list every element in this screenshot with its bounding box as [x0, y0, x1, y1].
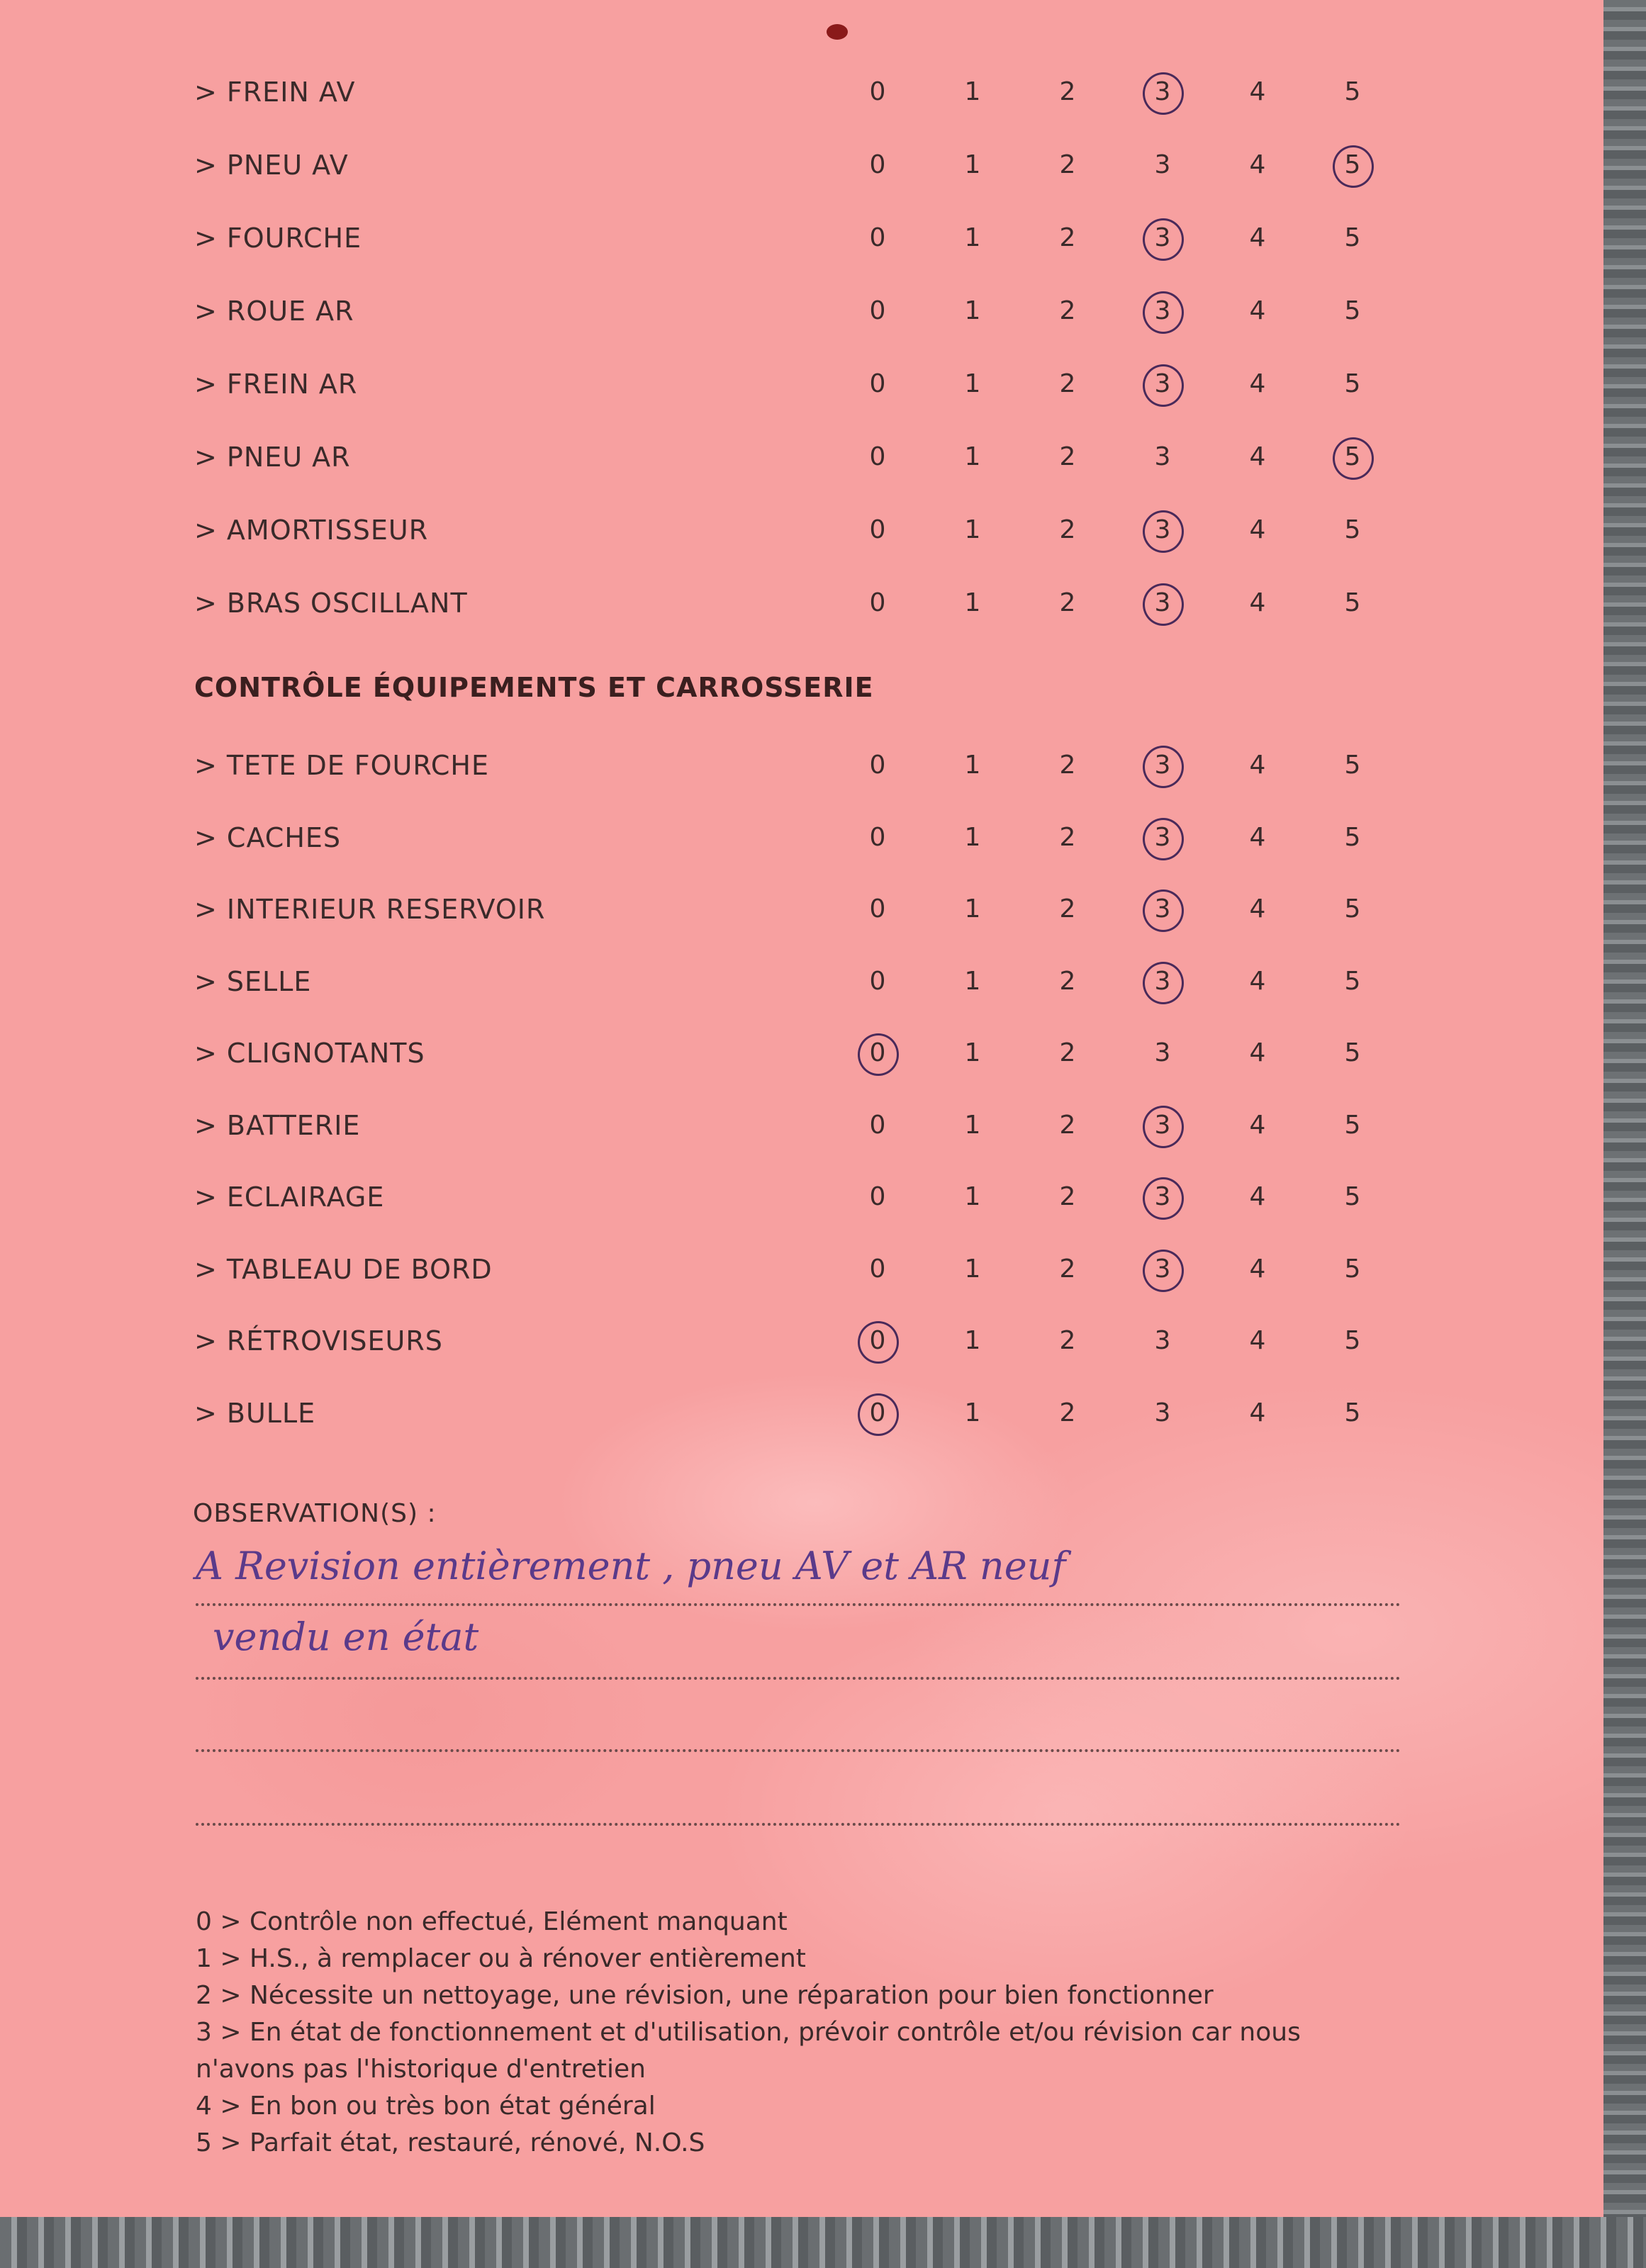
- legend-line: 1 > H.S., à remplacer ou à rénover entièrement: [196, 1944, 806, 1973]
- legend-line: 4 > En bon ou très bon état général: [196, 2092, 656, 2121]
- rating-option-1[interactable]: 1: [964, 1038, 981, 1067]
- rating-option-4[interactable]: 4: [1249, 296, 1266, 325]
- rating-option-0[interactable]: 0: [869, 77, 886, 106]
- rating-option-5[interactable]: 5: [1344, 1110, 1361, 1140]
- rating-option-0[interactable]: 0: [869, 966, 886, 996]
- checklist-row: [0, 1176, 1603, 1218]
- rating-option-3[interactable]: 3: [1141, 290, 1184, 332]
- rating-option-3[interactable]: 3: [1141, 1248, 1184, 1291]
- rating-option-1[interactable]: 1: [964, 822, 981, 852]
- item-label: > PNEU AV: [194, 150, 349, 181]
- checklist-row: [0, 1104, 1603, 1147]
- rating-option-4[interactable]: 4: [1249, 588, 1266, 617]
- rating-option-5[interactable]: 5: [1344, 588, 1361, 617]
- rating-option-5[interactable]: 5: [1331, 144, 1374, 186]
- dotted-line: [196, 1677, 1401, 1680]
- checklist-row: [0, 888, 1603, 931]
- rating-option-0[interactable]: 0: [869, 442, 886, 471]
- rating-option-0[interactable]: 0: [869, 822, 886, 852]
- item-label: > BATTERIE: [194, 1109, 361, 1141]
- checklist-row: [0, 1392, 1603, 1435]
- item-label: > FOURCHE: [194, 223, 362, 254]
- rating-option-0[interactable]: 0: [869, 1110, 886, 1140]
- rating-option-3[interactable]: 3: [1154, 1398, 1171, 1427]
- observations-title: OBSERVATION(S) :: [193, 1499, 437, 1528]
- rating-option-4[interactable]: 4: [1249, 894, 1266, 924]
- rating-option-1[interactable]: 1: [964, 296, 981, 325]
- dotted-line: [196, 1749, 1401, 1752]
- item-label: > BULLE: [194, 1397, 316, 1429]
- rating-option-3[interactable]: 3: [1154, 442, 1171, 471]
- rating-option-5[interactable]: 5: [1344, 1182, 1361, 1211]
- rating-option-4[interactable]: 4: [1249, 369, 1266, 398]
- punch-mark: [827, 24, 848, 40]
- rating-option-4[interactable]: 4: [1249, 1182, 1266, 1211]
- rating-option-2[interactable]: 2: [1059, 588, 1076, 617]
- rating-option-3[interactable]: 3: [1154, 1326, 1171, 1355]
- checklist-row: [0, 1320, 1603, 1362]
- rating-option-1[interactable]: 1: [964, 588, 981, 617]
- rating-option-1[interactable]: 1: [964, 1182, 981, 1211]
- rating-option-3[interactable]: 3: [1141, 960, 1184, 1003]
- rating-option-5[interactable]: 5: [1344, 1398, 1361, 1427]
- rating-option-0[interactable]: 0: [856, 1392, 899, 1435]
- checklist-row: [0, 436, 1603, 478]
- rating-option-4[interactable]: 4: [1249, 966, 1266, 996]
- rating-option-4[interactable]: 4: [1249, 1038, 1266, 1067]
- item-label: > TABLEAU DE BORD: [194, 1253, 493, 1285]
- rating-option-2[interactable]: 2: [1059, 894, 1076, 924]
- rating-option-1[interactable]: 1: [964, 223, 981, 252]
- rating-option-5[interactable]: 5: [1344, 296, 1361, 325]
- rating-option-1[interactable]: 1: [964, 369, 981, 398]
- rating-option-2[interactable]: 2: [1059, 1182, 1076, 1211]
- rating-option-5[interactable]: 5: [1344, 966, 1361, 996]
- rating-option-5[interactable]: 5: [1344, 1038, 1361, 1067]
- checklist-row: [0, 144, 1603, 186]
- rating-option-4[interactable]: 4: [1249, 77, 1266, 106]
- item-label: > ROUE AR: [194, 296, 354, 327]
- rating-option-0[interactable]: 0: [869, 369, 886, 398]
- rating-option-2[interactable]: 2: [1059, 751, 1076, 780]
- rating-option-2[interactable]: 2: [1059, 369, 1076, 398]
- rating-option-1[interactable]: 1: [964, 894, 981, 924]
- rating-option-2[interactable]: 2: [1059, 1254, 1076, 1284]
- rating-option-0[interactable]: 0: [869, 588, 886, 617]
- rating-option-5[interactable]: 5: [1344, 822, 1361, 852]
- rating-option-1[interactable]: 1: [964, 1110, 981, 1140]
- item-label: > RÉTROVISEURS: [194, 1325, 443, 1357]
- rating-option-3[interactable]: 3: [1141, 744, 1184, 787]
- rating-option-1[interactable]: 1: [964, 442, 981, 471]
- item-label: > INTERIEUR RESERVOIR: [194, 894, 546, 925]
- item-label: > FREIN AV: [194, 77, 356, 108]
- checklist-row: [0, 1248, 1603, 1291]
- rating-option-4[interactable]: 4: [1249, 751, 1266, 780]
- rating-option-5[interactable]: 5: [1344, 1326, 1361, 1355]
- legend-line: 5 > Parfait état, restauré, rénové, N.O.S: [196, 2128, 705, 2157]
- rating-option-5[interactable]: 5: [1344, 369, 1361, 398]
- rating-option-2[interactable]: 2: [1059, 296, 1076, 325]
- rating-option-2[interactable]: 2: [1059, 1038, 1076, 1067]
- rating-option-4[interactable]: 4: [1249, 442, 1266, 471]
- rating-option-5[interactable]: 5: [1344, 894, 1361, 924]
- rating-option-1[interactable]: 1: [964, 1398, 981, 1427]
- observation-line-1: A Revision entièrement , pneu AV et AR neuf: [196, 1544, 1066, 1588]
- rating-option-0[interactable]: 0: [856, 1320, 899, 1362]
- rating-option-4[interactable]: 4: [1249, 1398, 1266, 1427]
- item-label: > FREIN AR: [194, 369, 358, 400]
- item-label: > SELLE: [194, 965, 312, 997]
- section-title: CONTRÔLE ÉQUIPEMENTS ET CARROSSERIE: [194, 672, 874, 703]
- checklist-row: [0, 816, 1603, 859]
- rating-option-3[interactable]: 3: [1154, 150, 1171, 179]
- rating-option-0[interactable]: 0: [869, 150, 886, 179]
- checklist-row: [0, 217, 1603, 259]
- rating-option-4[interactable]: 4: [1249, 515, 1266, 544]
- rating-option-5[interactable]: 5: [1331, 436, 1374, 478]
- rating-option-0[interactable]: 0: [869, 1254, 886, 1284]
- rating-option-4[interactable]: 4: [1249, 822, 1266, 852]
- rating-option-1[interactable]: 1: [964, 515, 981, 544]
- rating-option-3[interactable]: 3: [1141, 71, 1184, 113]
- checklist-row: [0, 71, 1603, 113]
- rating-option-5[interactable]: 5: [1344, 1254, 1361, 1284]
- rating-option-2[interactable]: 2: [1059, 1326, 1076, 1355]
- rating-option-2[interactable]: 2: [1059, 822, 1076, 852]
- rating-option-2[interactable]: 2: [1059, 515, 1076, 544]
- rating-option-0[interactable]: 0: [869, 1182, 886, 1211]
- rating-option-3[interactable]: 3: [1141, 363, 1184, 405]
- rating-option-4[interactable]: 4: [1249, 150, 1266, 179]
- rating-option-4[interactable]: 4: [1249, 223, 1266, 252]
- rating-option-2[interactable]: 2: [1059, 1110, 1076, 1140]
- item-label: > BRAS OSCILLANT: [194, 588, 468, 619]
- rating-option-4[interactable]: 4: [1249, 1254, 1266, 1284]
- rating-option-3[interactable]: 3: [1141, 1104, 1184, 1147]
- dotted-line: [196, 1823, 1401, 1826]
- rating-option-3[interactable]: 3: [1141, 217, 1184, 259]
- checklist-row: [0, 582, 1603, 624]
- rating-option-5[interactable]: 5: [1344, 751, 1361, 780]
- rating-option-3[interactable]: 3: [1141, 1176, 1184, 1218]
- checklist-row: [0, 1032, 1603, 1074]
- item-label: > CACHES: [194, 821, 342, 853]
- item-label: > PNEU AR: [194, 442, 351, 473]
- item-label: > ECLAIRAGE: [194, 1181, 385, 1213]
- legend-line: 2 > Nécessite un nettoyage, une révision, une réparation pour bien fonctionner: [196, 1981, 1214, 2010]
- plastic-sleeve-edge: [1603, 0, 1646, 2268]
- rating-option-0[interactable]: 0: [869, 296, 886, 325]
- rating-option-2[interactable]: 2: [1059, 1398, 1076, 1427]
- rating-option-1[interactable]: 1: [964, 77, 981, 106]
- rating-option-1[interactable]: 1: [964, 1326, 981, 1355]
- rating-option-3[interactable]: 3: [1141, 888, 1184, 931]
- rating-option-2[interactable]: 2: [1059, 966, 1076, 996]
- rating-option-1[interactable]: 1: [964, 150, 981, 179]
- rating-option-3[interactable]: 3: [1141, 509, 1184, 551]
- rating-option-3[interactable]: 3: [1154, 1038, 1171, 1067]
- rating-option-0[interactable]: 0: [869, 223, 886, 252]
- checklist-row: [0, 290, 1603, 332]
- rating-option-1[interactable]: 1: [964, 966, 981, 996]
- rating-option-0[interactable]: 0: [869, 894, 886, 924]
- rating-option-2[interactable]: 2: [1059, 77, 1076, 106]
- rating-option-3[interactable]: 3: [1141, 816, 1184, 859]
- plastic-sleeve-edge: [0, 2217, 1646, 2268]
- item-label: > AMORTISSEUR: [194, 515, 429, 546]
- item-label: > TETE DE FOURCHE: [194, 750, 489, 781]
- rating-option-0[interactable]: 0: [869, 515, 886, 544]
- legend-line: n'avons pas l'historique d'entretien: [196, 2055, 646, 2084]
- legend-line: 0 > Contrôle non effectué, Elément manquant: [196, 1907, 788, 1936]
- rating-option-5[interactable]: 5: [1344, 77, 1361, 106]
- rating-option-0[interactable]: 0: [856, 1032, 899, 1074]
- rating-option-1[interactable]: 1: [964, 751, 981, 780]
- legend-line: 3 > En état de fonctionnement et d'utilisation, prévoir contrôle et/ou révision car nous: [196, 2018, 1301, 2047]
- checklist-row: [0, 509, 1603, 551]
- rating-option-1[interactable]: 1: [964, 1254, 981, 1284]
- rating-option-4[interactable]: 4: [1249, 1326, 1266, 1355]
- rating-option-3[interactable]: 3: [1141, 582, 1184, 624]
- rating-option-2[interactable]: 2: [1059, 150, 1076, 179]
- rating-option-2[interactable]: 2: [1059, 442, 1076, 471]
- checklist-row: [0, 744, 1603, 787]
- rating-option-5[interactable]: 5: [1344, 515, 1361, 544]
- rating-option-0[interactable]: 0: [869, 751, 886, 780]
- rating-option-2[interactable]: 2: [1059, 223, 1076, 252]
- dotted-line: [196, 1603, 1401, 1606]
- checklist-row: [0, 960, 1603, 1003]
- rating-legend: [196, 1904, 1443, 2162]
- observation-line-2: vendu en état: [213, 1615, 479, 1659]
- rating-option-5[interactable]: 5: [1344, 223, 1361, 252]
- item-label: > CLIGNOTANTS: [194, 1038, 425, 1069]
- rating-option-4[interactable]: 4: [1249, 1110, 1266, 1140]
- checklist-row: [0, 363, 1603, 405]
